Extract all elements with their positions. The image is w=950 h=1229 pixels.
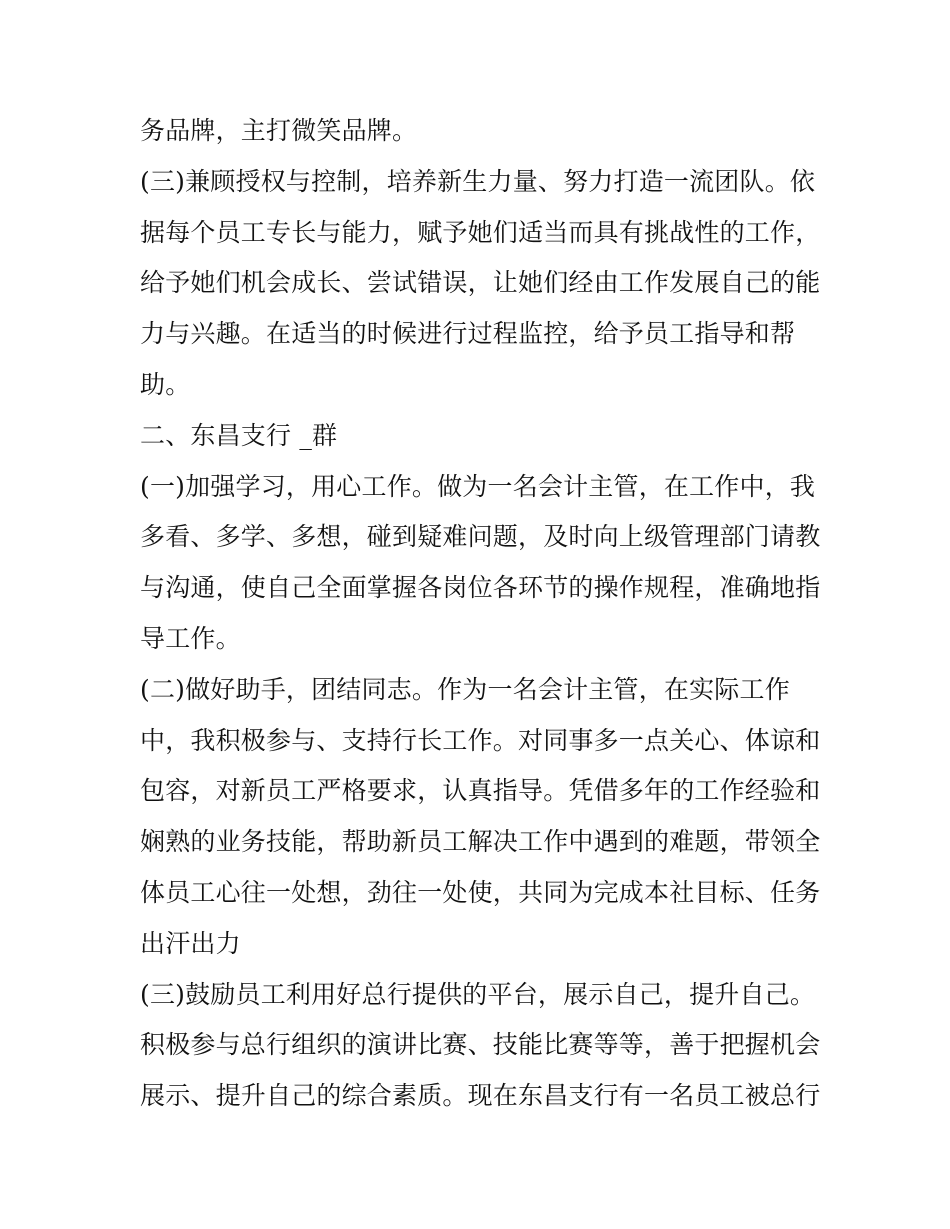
text-line: 力与兴趣。在适当的时候进行过程监控，给予员工指导和帮 [140, 319, 796, 349]
text-line: (一)加强学习，用心工作。做为一名会计主管，在工作中，我 [140, 471, 816, 501]
text-line: 包容，对新员工严格要求，认真指导。凭借多年的工作经验和 [140, 776, 821, 806]
text-line: (三)兼顾授权与控制，培养新生力量、努力打造一流团队。依 [140, 166, 816, 196]
document-body [140, 106, 840, 1122]
text-line: 务品牌，主打微笑品牌。 [140, 116, 418, 145]
section-heading: 二、东昌支行 _群 [140, 420, 338, 450]
text-line: 据每个员工专长与能力，赋予她们适当而具有挑战性的工作， [140, 217, 821, 247]
text-line: 娴熟的业务技能，帮助新员工解决工作中遇到的难题，带领全 [140, 827, 821, 857]
text-line: 中，我积极参与、支持行长工作。对同事多一点关心、体谅和 [140, 725, 821, 755]
text-line: 展示、提升自己的综合素质。现在东昌支行有一名员工被总行 [140, 1081, 821, 1111]
text-line: 积极参与总行组织的演讲比赛、技能比赛等等，善于把握机会 [140, 1030, 821, 1060]
text-line: 体员工心往一处想，劲往一处使，共同为完成本社目标、任务 [140, 877, 821, 907]
text-line: 给予她们机会成长、尝试错误，让她们经由工作发展自己的能 [140, 268, 821, 298]
text-line: 助。 [140, 369, 191, 399]
text-line: 导工作。 [140, 623, 241, 653]
text-line: 出汗出力 [140, 928, 241, 958]
text-line: (二)做好助手，团结同志。作为一名会计主管，在实际工作 [140, 674, 790, 704]
text-line: 多看、多学、多想，碰到疑难问题，及时向上级管理部门请教 [140, 522, 821, 552]
text-line: (三)鼓励员工利用好总行提供的平台，展示自己，提升自己。 [140, 979, 816, 1009]
text-line: 与沟通，使自己全面掌握各岗位各环节的操作规程，准确地指 [140, 573, 821, 603]
